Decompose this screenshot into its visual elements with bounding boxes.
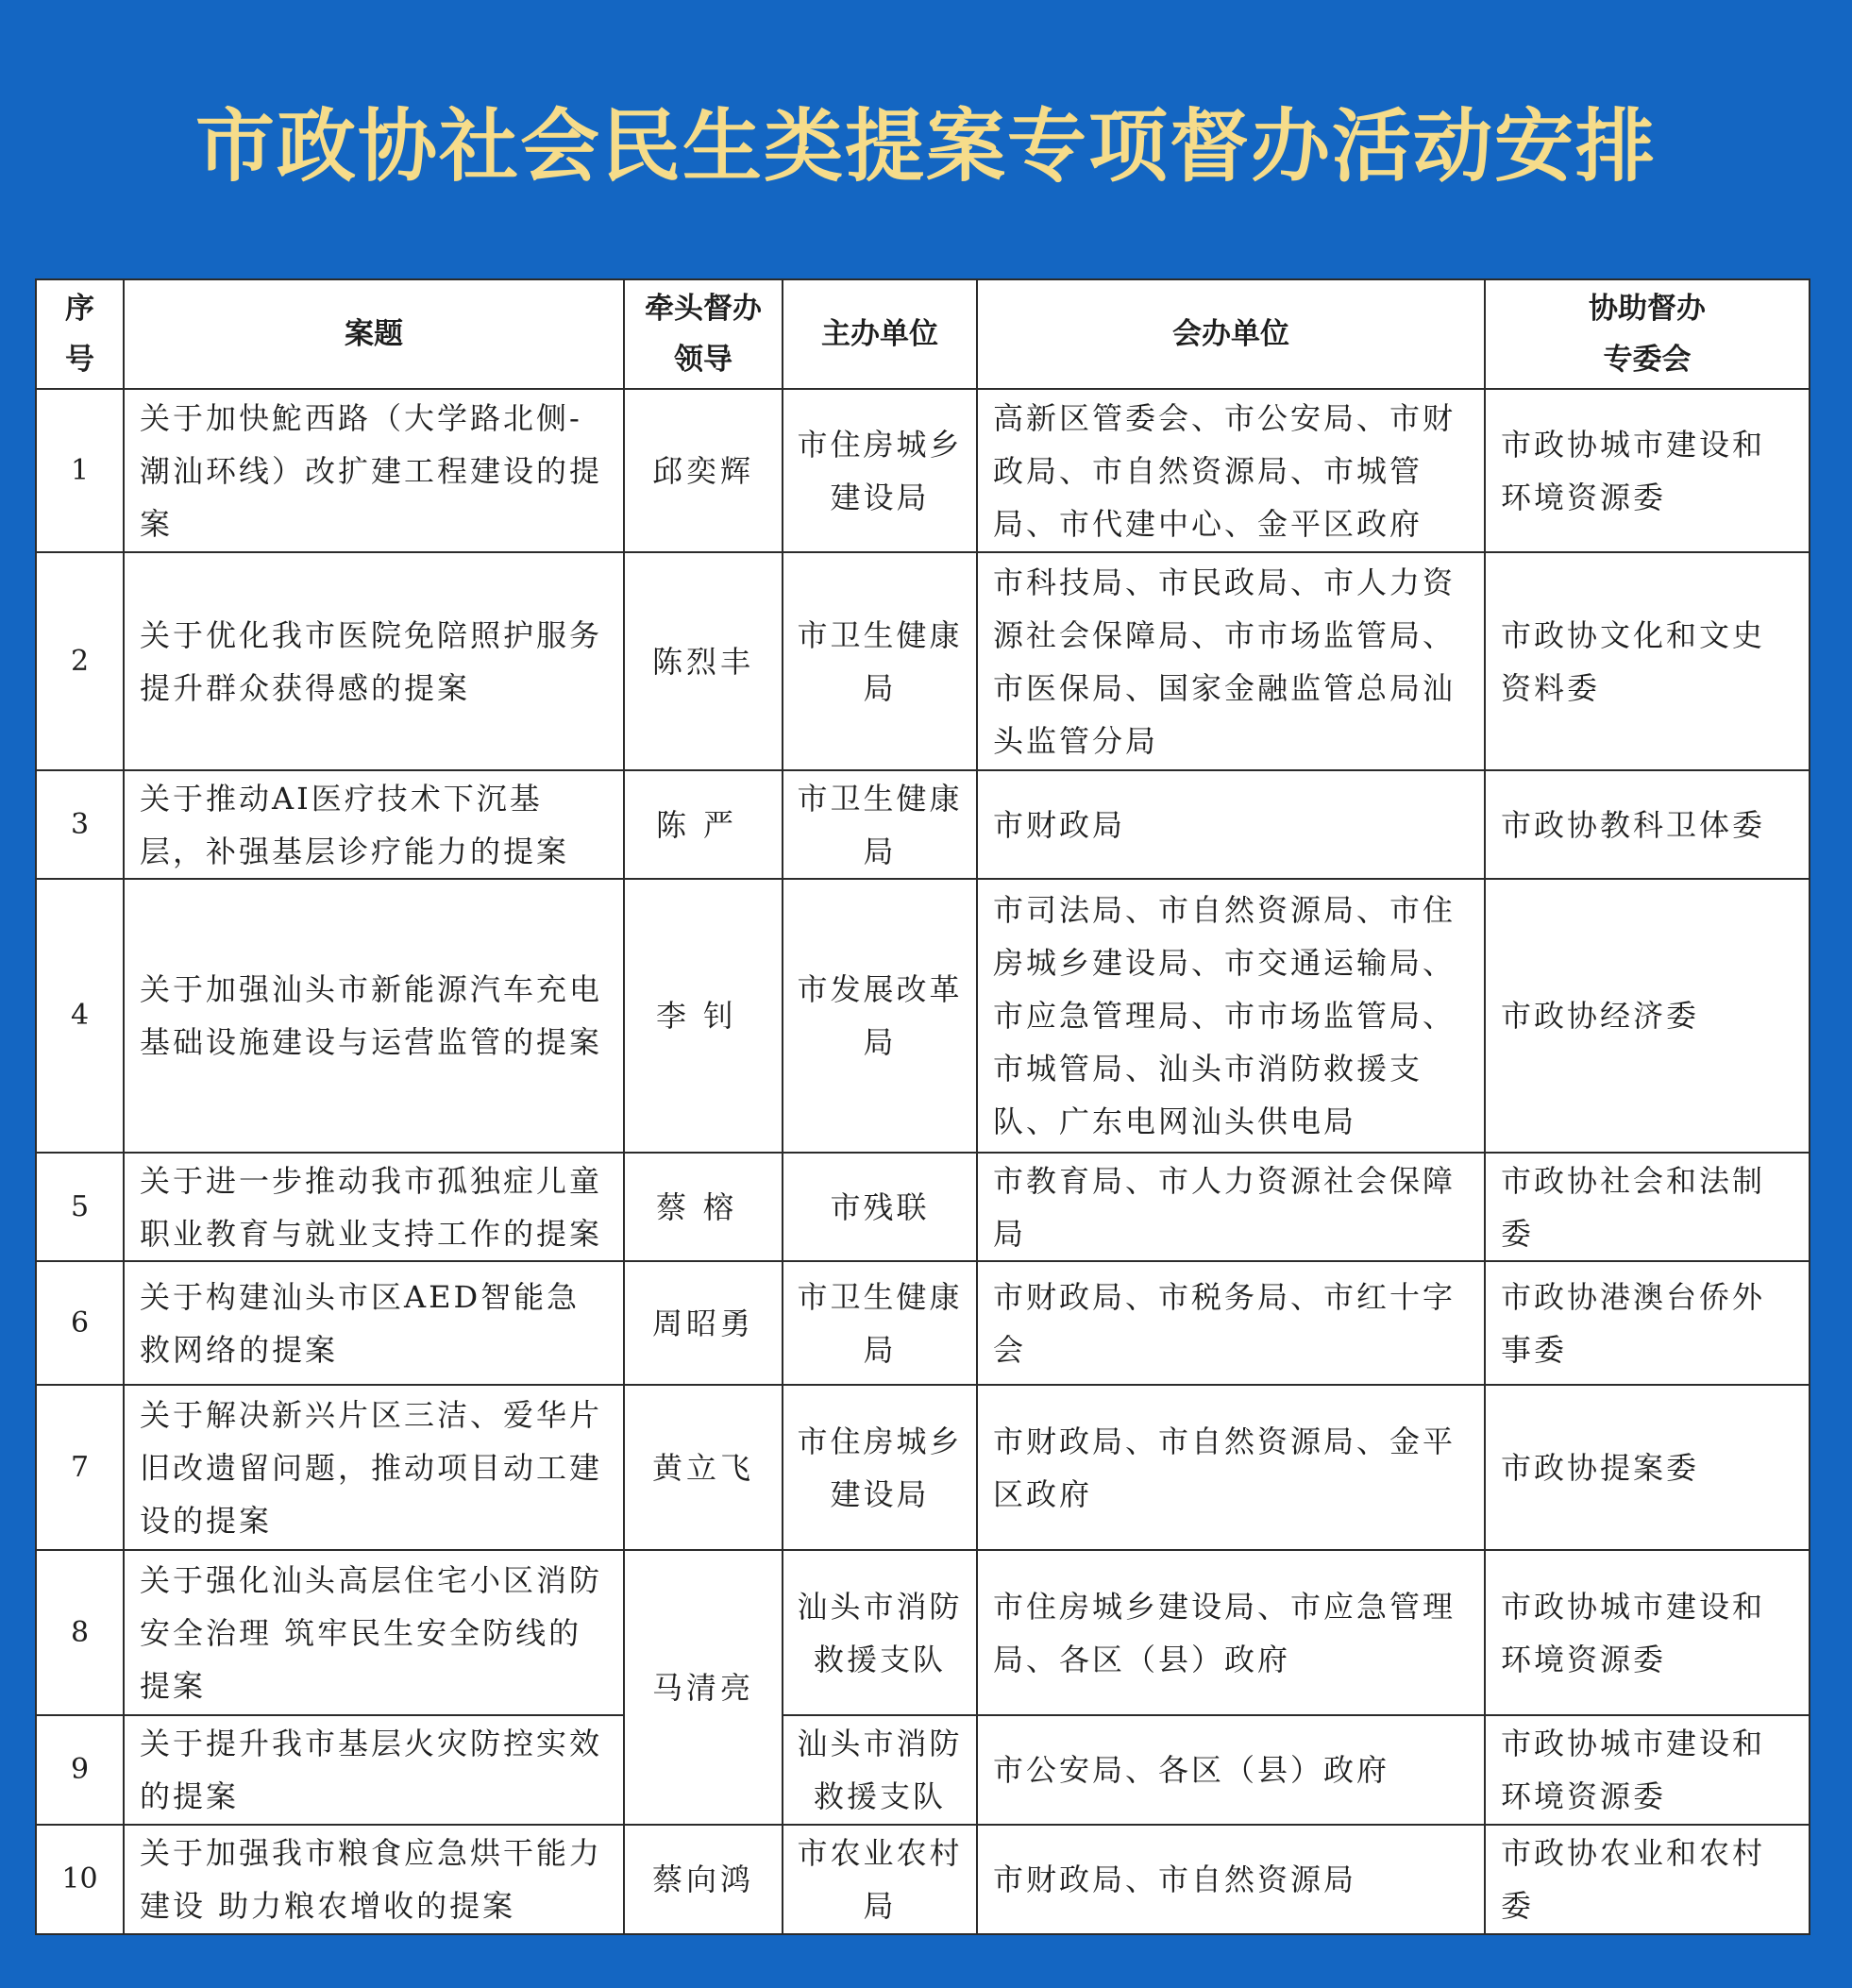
cell-leader: 黄立飞 — [624, 1385, 783, 1550]
cell-seq: 10 — [36, 1825, 124, 1934]
cell-co-units: 高新区管委会、市公安局、市财政局、市自然资源局、市城管局、市代建中心、金平区政府 — [977, 389, 1485, 552]
schedule-table — [35, 278, 1810, 1935]
header-leader-line-2: 领导 — [674, 343, 732, 377]
cell-committee: 市政协社会和法制委 — [1485, 1153, 1810, 1261]
header-committee-line-2: 专委会 — [1603, 343, 1692, 377]
cell-topic: 关于解决新兴片区三洁、爱华片旧改遗留问题，推动项目动工建设的提案 — [124, 1385, 624, 1550]
cell-committee: 市政协城市建设和环境资源委 — [1485, 389, 1810, 552]
cell-seq: 5 — [36, 1153, 124, 1261]
cell-committee: 市政协经济委 — [1485, 879, 1810, 1153]
cell-host: 市卫生健康局 — [783, 552, 977, 770]
cell-seq: 6 — [36, 1261, 124, 1385]
table-row — [36, 1825, 1810, 1934]
cell-co-units: 市财政局、市自然资源局 — [977, 1825, 1485, 1934]
cell-committee: 市政协文化和文史资料委 — [1485, 552, 1810, 770]
header-host: 主办单位 — [783, 279, 977, 389]
cell-topic: 关于加强汕头市新能源汽车充电基础设施建设与运营监管的提案 — [124, 879, 624, 1153]
cell-seq: 9 — [36, 1715, 124, 1825]
table-row — [36, 879, 1810, 1153]
cell-topic: 关于加快鮀西路（大学路北侧-潮汕环线）改扩建工程建设的提案 — [124, 389, 624, 552]
header-committee-line-1: 协助督办 — [1589, 292, 1706, 326]
cell-committee: 市政协城市建设和环境资源委 — [1485, 1550, 1810, 1715]
cell-leader: 马清亮 — [624, 1550, 783, 1825]
cell-co-units: 市财政局、市自然资源局、金平区政府 — [977, 1385, 1485, 1550]
cell-leader: 周昭勇 — [624, 1261, 783, 1385]
cell-co-units: 市财政局 — [977, 770, 1485, 879]
header-committee — [1485, 279, 1810, 389]
header-row — [36, 279, 1810, 389]
header-leader — [624, 279, 783, 389]
cell-host: 市发展改革局 — [783, 879, 977, 1153]
header-seq-line-1: 序 — [65, 292, 94, 326]
header-seq — [36, 279, 124, 389]
table-row — [36, 1715, 1810, 1825]
cell-seq: 1 — [36, 389, 124, 552]
cell-topic: 关于加强我市粮食应急烘干能力建设 助力粮农增收的提案 — [124, 1825, 624, 1934]
cell-host: 市卫生健康局 — [783, 1261, 977, 1385]
cell-seq: 3 — [36, 770, 124, 879]
cell-host: 市住房城乡建设局 — [783, 389, 977, 552]
table-row — [36, 1385, 1810, 1550]
cell-co-units: 市司法局、市自然资源局、市住房城乡建设局、市交通运输局、市应急管理局、市市场监管局、市城管局、汕头市消防救援支队、广东电网汕头供电局 — [977, 879, 1485, 1153]
schedule-table-container — [35, 278, 1809, 1935]
cell-committee: 市政协城市建设和环境资源委 — [1485, 1715, 1810, 1825]
cell-leader: 陈严 — [624, 770, 783, 879]
cell-leader: 陈烈丰 — [624, 552, 783, 770]
cell-seq: 8 — [36, 1550, 124, 1715]
table-row — [36, 770, 1810, 879]
cell-host: 市住房城乡建设局 — [783, 1385, 977, 1550]
cell-seq: 4 — [36, 879, 124, 1153]
header-co-units: 会办单位 — [977, 279, 1485, 389]
header-topic: 案题 — [124, 279, 624, 389]
cell-co-units: 市教育局、市人力资源社会保障局 — [977, 1153, 1485, 1261]
cell-co-units: 市住房城乡建设局、市应急管理局、各区（县）政府 — [977, 1550, 1485, 1715]
cell-topic: 关于进一步推动我市孤独症儿童职业教育与就业支持工作的提案 — [124, 1153, 624, 1261]
page-title: 市政协社会民生类提案专项督办活动安排 — [194, 100, 1657, 193]
cell-topic: 关于优化我市医院免陪照护服务提升群众获得感的提案 — [124, 552, 624, 770]
cell-host: 汕头市消防救援支队 — [783, 1550, 977, 1715]
cell-host: 汕头市消防救援支队 — [783, 1715, 977, 1825]
cell-co-units: 市科技局、市民政局、市人力资源社会保障局、市市场监管局、市医保局、国家金融监管总局汕头监管分局 — [977, 552, 1485, 770]
cell-topic: 关于强化汕头高层住宅小区消防安全治理 筑牢民生安全防线的提案 — [124, 1550, 624, 1715]
cell-leader: 蔡向鸿 — [624, 1825, 783, 1934]
cell-co-units: 市公安局、各区（县）政府 — [977, 1715, 1485, 1825]
table-row — [36, 552, 1810, 770]
cell-host: 市农业农村局 — [783, 1825, 977, 1934]
cell-host: 市卫生健康局 — [783, 770, 977, 879]
header-leader-line-1: 牵头督办 — [645, 292, 762, 326]
cell-leader: 蔡榕 — [624, 1153, 783, 1261]
cell-seq: 2 — [36, 552, 124, 770]
cell-committee: 市政协教科卫体委 — [1485, 770, 1810, 879]
cell-topic: 关于推动AI医疗技术下沉基层，补强基层诊疗能力的提案 — [124, 770, 624, 879]
table-row — [36, 389, 1810, 552]
cell-topic: 关于构建汕头市区AED智能急救网络的提案 — [124, 1261, 624, 1385]
cell-host: 市残联 — [783, 1153, 977, 1261]
header-seq-line-2: 号 — [65, 343, 94, 377]
table-row — [36, 1153, 1810, 1261]
cell-leader: 邱奕辉 — [624, 389, 783, 552]
cell-seq: 7 — [36, 1385, 124, 1550]
table-row — [36, 1550, 1810, 1715]
cell-committee: 市政协农业和农村委 — [1485, 1825, 1810, 1934]
cell-committee: 市政协提案委 — [1485, 1385, 1810, 1550]
cell-leader: 李钊 — [624, 879, 783, 1153]
cell-committee: 市政协港澳台侨外事委 — [1485, 1261, 1810, 1385]
cell-topic: 关于提升我市基层火灾防控实效的提案 — [124, 1715, 624, 1825]
cell-co-units: 市财政局、市税务局、市红十字会 — [977, 1261, 1485, 1385]
table-row — [36, 1261, 1810, 1385]
